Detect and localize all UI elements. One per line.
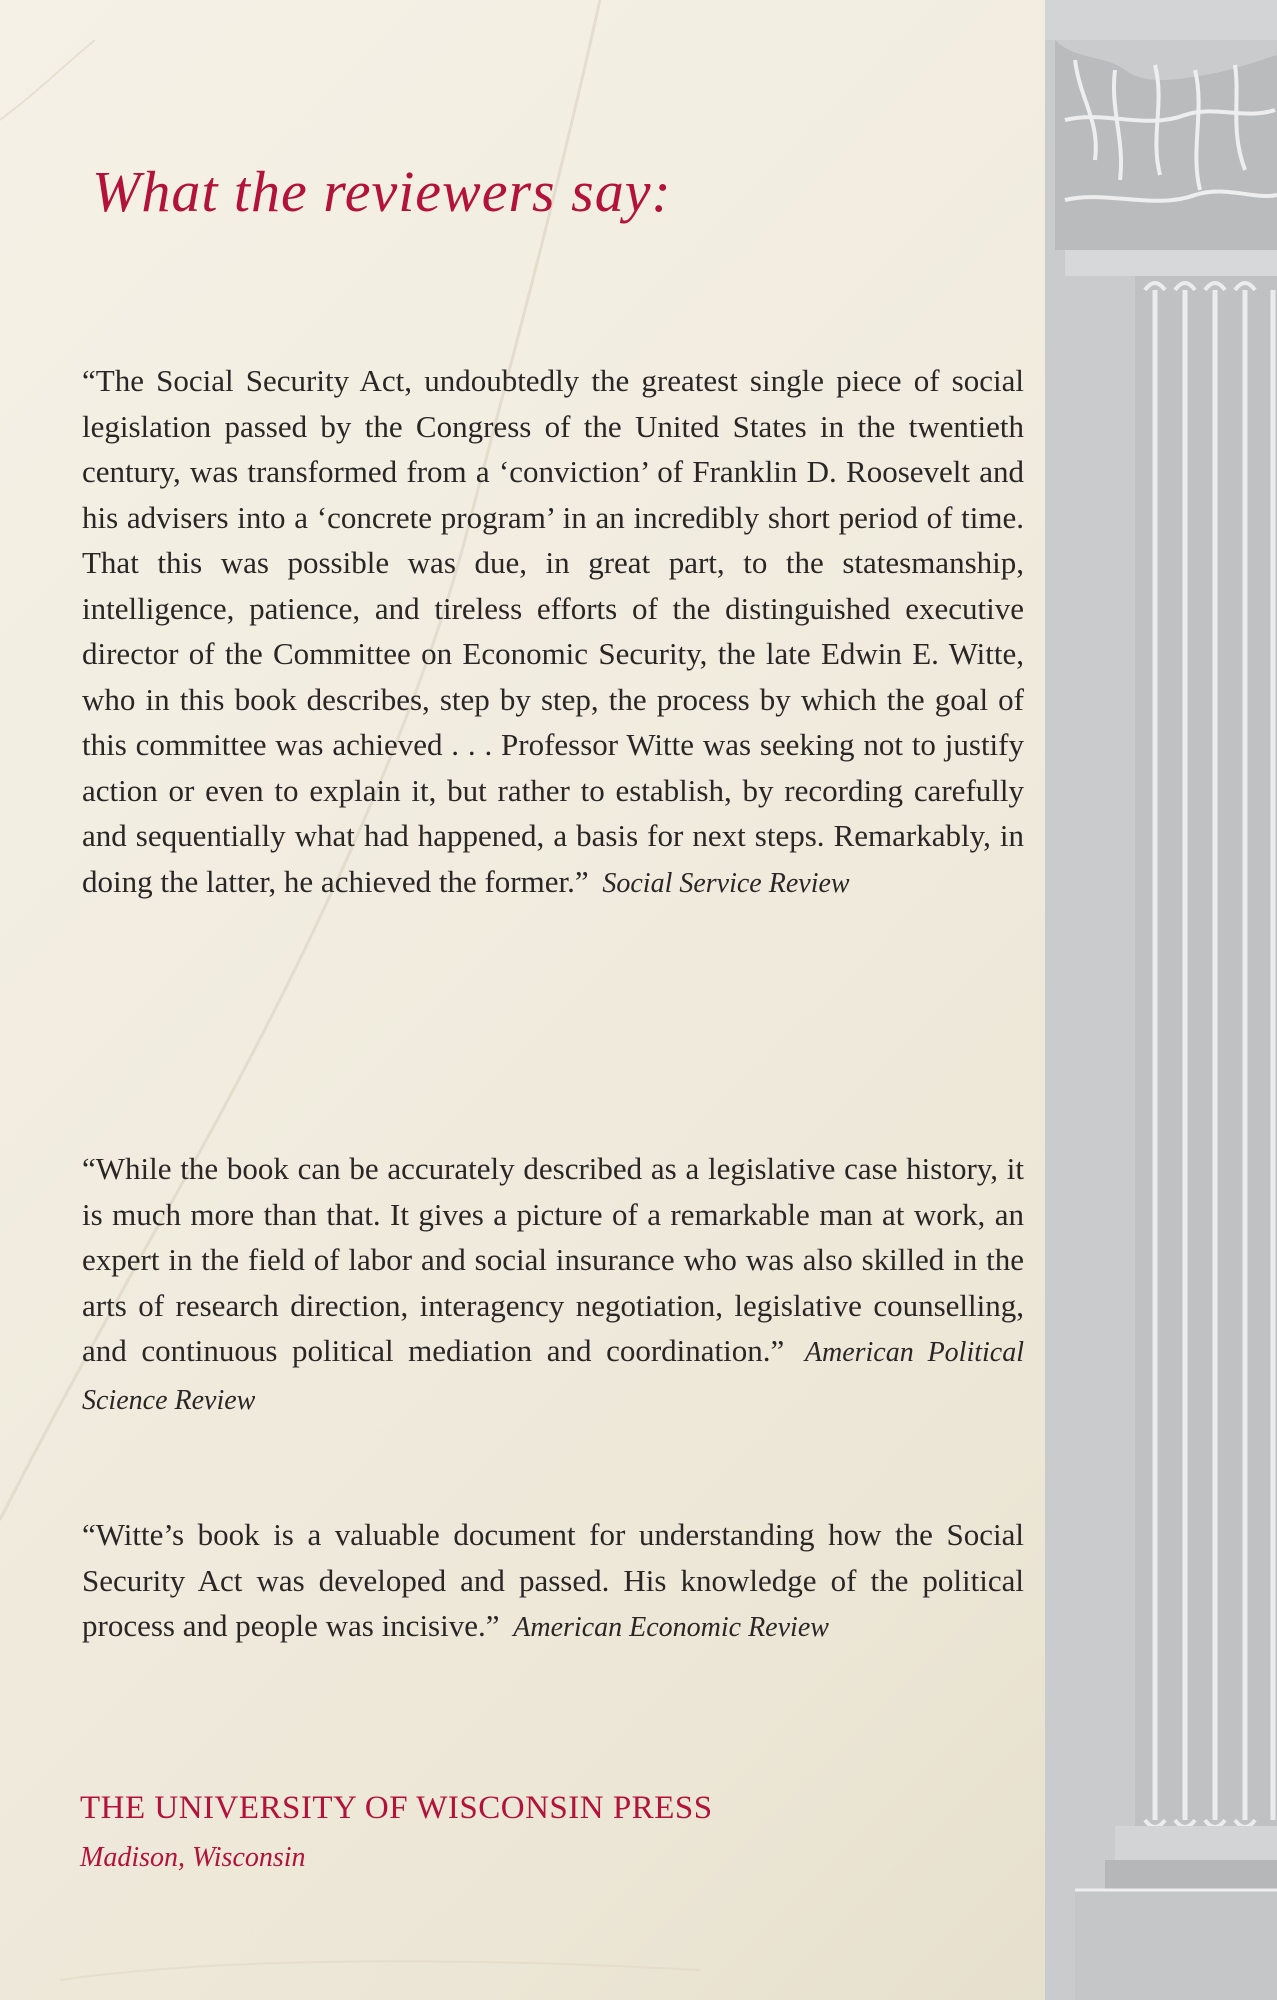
corinthian-column-illustration <box>1045 0 1277 2000</box>
publisher-name: THE UNIVERSITY OF WISCONSIN PRESS <box>80 1790 713 1826</box>
review-source: American Economic Review <box>513 1612 829 1643</box>
review-text: “While the book can be accurately described as a legislative case history, it is much more than that. It gives a picture of a remarkable man at work, an expert in the field of labor and social insurance who was also skilled in the arts of research direction, interagency negotiation, legislative counselling, and continuous political mediation and coordination.” <box>82 1151 1024 1368</box>
review-quote <box>82 1512 1024 1651</box>
publisher-location: Madison, Wisconsin <box>80 1842 306 1873</box>
reviews-heading: What the reviewers say: <box>92 159 672 224</box>
review-source: American Political Science Review <box>82 1337 1024 1416</box>
review-quote <box>82 1146 1024 1423</box>
review-quote <box>82 358 1024 906</box>
review-source: Social Service Review <box>602 867 850 899</box>
review-text: “The Social Security Act, undoubtedly the greatest single piece of social legislation passed by the Congress of the United States in the twentieth century, was transformed from a ‘conviction’ of Franklin D. Roosevelt and his advisers into a ‘concrete program’ in an incredibly short period of time. That this was possible was due, in great part, to the statesmanship, intelligence, patience, and tireless efforts of the distinguished executive director of the Committee on Economic Security, the late Edwin E. Witte, who in this book describes, step by step, the process by which the goal of this committee was achieved . . . Professor Witte was seeking not to justify action or even to explain it, but rather to establish, by recording carefully and sequentially what had happened, a basis for next steps. Remarkably, in doing the latter, he achieved the former.” <box>82 363 1024 899</box>
review-text: “Witte’s book is a valuable document for understanding how the Social Security Act was developed and passed. His knowledge of the political process and people was incisive.” <box>82 1517 1024 1643</box>
